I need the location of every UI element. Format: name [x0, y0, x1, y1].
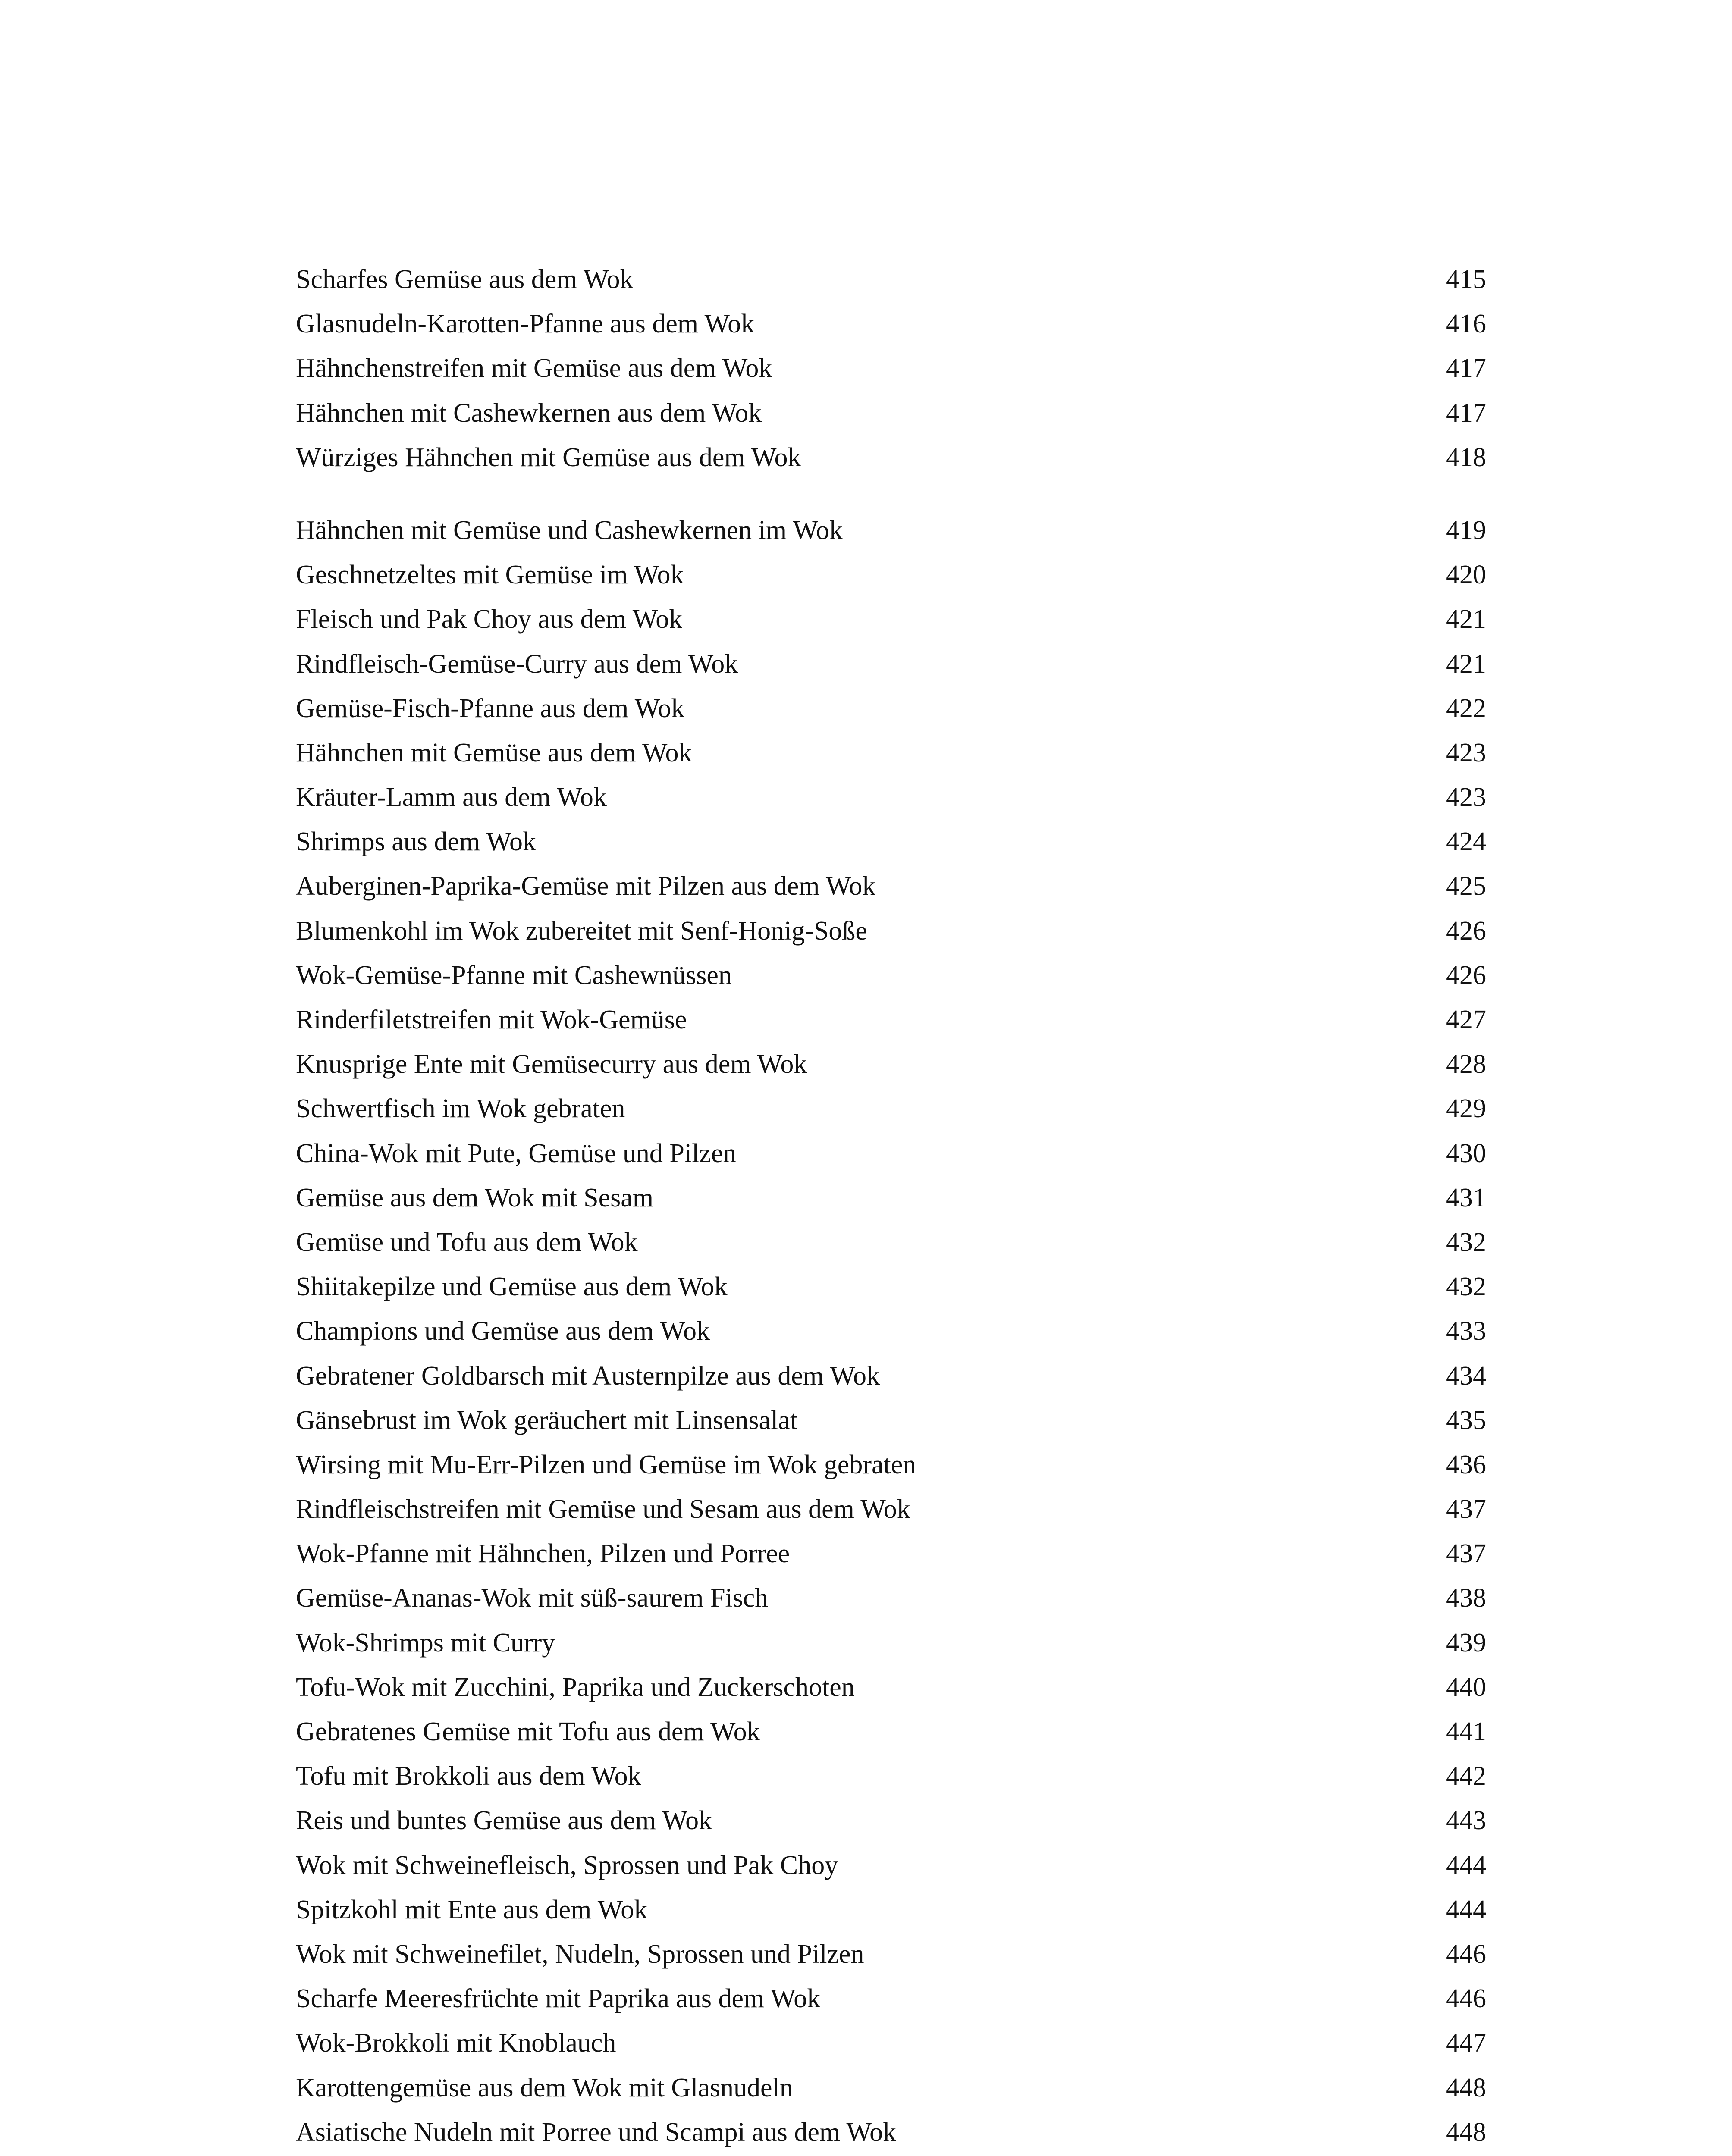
- toc-entry-page: 426: [1446, 960, 1486, 990]
- toc-entry-title: Spitzkohl mit Ente aus dem Wok: [296, 1895, 648, 1924]
- toc-entry-page: 423: [1446, 738, 1486, 768]
- toc-entry-page: 426: [1446, 916, 1486, 946]
- toc-entry-page: 442: [1446, 1761, 1486, 1791]
- toc-entry-page: 417: [1446, 398, 1486, 428]
- toc-entry-title: Würziges Hähnchen mit Gemüse aus dem Wok: [296, 442, 801, 472]
- toc-entry-title: Wirsing mit Mu-Err-Pilzen und Gemüse im Wok gebraten: [296, 1450, 916, 1479]
- toc-entry: [296, 1220, 1486, 1265]
- toc-entry-page: 420: [1446, 560, 1486, 590]
- toc-entry-title: Gemüse und Tofu aus dem Wok: [296, 1227, 638, 1257]
- toc-entry-page: 447: [1446, 2028, 1486, 2058]
- toc-entry-page: 416: [1446, 309, 1486, 339]
- toc-entry-title: Blumenkohl im Wok zubereitet mit Senf-Honig-Soße: [296, 916, 867, 946]
- toc-entry: [296, 436, 1486, 480]
- toc-entry-page: 430: [1446, 1138, 1486, 1168]
- toc-entry-title: Wok-Pfanne mit Hähnchen, Pilzen und Porree: [296, 1539, 790, 1569]
- toc-entry-title: China-Wok mit Pute, Gemüse und Pilzen: [296, 1138, 737, 1168]
- toc-entry-title: Hähnchen mit Cashewkernen aus dem Wok: [296, 398, 762, 428]
- toc-entry-page: 444: [1446, 1850, 1486, 1880]
- toc-entry-page: 415: [1446, 265, 1486, 294]
- toc-entry-page: 422: [1446, 693, 1486, 723]
- toc-entry: [296, 1176, 1486, 1220]
- toc-entry-title: Shrimps aus dem Wok: [296, 827, 537, 857]
- toc-entry: [296, 597, 1486, 642]
- toc-entry: [296, 686, 1486, 731]
- toc-entry: [296, 1621, 1486, 1665]
- toc-entry-page: 435: [1446, 1405, 1486, 1435]
- toc-entry: [296, 1710, 1486, 1754]
- toc-entry-title: Fleisch und Pak Choy aus dem Wok: [296, 605, 683, 634]
- toc-entry-title: Hähnchenstreifen mit Gemüse aus dem Wok: [296, 354, 772, 383]
- toc-entry-page: 441: [1446, 1717, 1486, 1746]
- toc-entry: [296, 302, 1486, 346]
- toc-entry: [296, 642, 1486, 686]
- toc-entry: [296, 953, 1486, 998]
- toc-entry-page: 446: [1446, 1984, 1486, 2014]
- toc-entry-title: Shiitakepilze und Gemüse aus dem Wok: [296, 1272, 728, 1302]
- toc-entry-page: 440: [1446, 1672, 1486, 1702]
- toc-entry: [296, 1265, 1486, 1309]
- toc-entry-title: Asiatische Nudeln mit Porree und Scampi aus dem Wok: [296, 2117, 897, 2147]
- toc-entry-title: Auberginen-Paprika-Gemüse mit Pilzen aus dem Wok: [296, 871, 876, 901]
- toc-entry-title: Hähnchen mit Gemüse und Cashewkernen im Wok: [296, 515, 843, 545]
- toc-entry-page: 432: [1446, 1272, 1486, 1302]
- toc-entry-title: Champions und Gemüse aus dem Wok: [296, 1316, 710, 1346]
- toc-entry-page: 434: [1446, 1361, 1486, 1391]
- toc-entry: [296, 1532, 1486, 1576]
- toc-entry-page: 433: [1446, 1316, 1486, 1346]
- toc-entry-page: 431: [1446, 1183, 1486, 1213]
- toc-group: [296, 508, 1486, 2156]
- toc-entry: [296, 1087, 1486, 1131]
- toc-entry-title: Wok-Gemüse-Pfanne mit Cashewnüssen: [296, 960, 732, 990]
- toc-entry-title: Scharfe Meeresfrüchte mit Paprika aus dem Wok: [296, 1984, 821, 2014]
- toc-entry: [296, 1843, 1486, 1888]
- toc-entry-page: 437: [1446, 1495, 1486, 1524]
- toc-entry: [296, 1754, 1486, 1799]
- toc-entry: [296, 909, 1486, 953]
- toc-entry-title: Geschnetzeltes mit Gemüse im Wok: [296, 560, 684, 590]
- toc-entry: [296, 1576, 1486, 1620]
- toc-entry: [296, 2021, 1486, 2065]
- toc-entry: [296, 1665, 1486, 1710]
- toc-entry-page: 443: [1446, 1806, 1486, 1836]
- toc-entry-title: Glasnudeln-Karotten-Pfanne aus dem Wok: [296, 309, 755, 339]
- toc-entry: [296, 2066, 1486, 2110]
- toc-entry-title: Gebratenes Gemüse mit Tofu aus dem Wok: [296, 1717, 760, 1746]
- toc-entry-title: Gemüse aus dem Wok mit Sesam: [296, 1183, 654, 1213]
- toc-entry: [296, 731, 1486, 775]
- toc-entry-page: 429: [1446, 1094, 1486, 1124]
- toc-entry-page: 448: [1446, 2073, 1486, 2103]
- toc-entry: [296, 257, 1486, 302]
- toc-entry-title: Tofu mit Brokkoli aus dem Wok: [296, 1761, 641, 1791]
- toc-entry-title: Wok-Brokkoli mit Knoblauch: [296, 2028, 616, 2058]
- toc-entry-title: Tofu-Wok mit Zucchini, Paprika und Zuckerschoten: [296, 1672, 855, 1702]
- toc-entry-title: Gemüse-Fisch-Pfanne aus dem Wok: [296, 693, 685, 723]
- toc-entry: [296, 1487, 1486, 1532]
- toc-entry-page: 425: [1446, 871, 1486, 901]
- toc-entry-title: Kräuter-Lamm aus dem Wok: [296, 783, 607, 812]
- toc-entry-page: 424: [1446, 827, 1486, 857]
- toc-entry-page: 421: [1446, 605, 1486, 634]
- toc-entry: [296, 1131, 1486, 1176]
- toc-entry-page: 428: [1446, 1050, 1486, 1079]
- toc-entry-title: Rindfleisch-Gemüse-Curry aus dem Wok: [296, 649, 738, 679]
- toc-entry: [296, 1443, 1486, 1487]
- toc-entry-page: 444: [1446, 1895, 1486, 1924]
- toc-entry: [296, 1888, 1486, 1932]
- table-of-contents: [296, 257, 1486, 2156]
- toc-entry: [296, 1799, 1486, 1843]
- toc-entry-title: Karottengemüse aus dem Wok mit Glasnudeln: [296, 2073, 793, 2103]
- toc-entry-page: 418: [1446, 442, 1486, 472]
- toc-entry: [296, 2110, 1486, 2155]
- toc-entry-page: 432: [1446, 1227, 1486, 1257]
- toc-entry: [296, 1977, 1486, 2021]
- toc-entry: [296, 1309, 1486, 1354]
- toc-entry: [296, 864, 1486, 909]
- toc-entry-page: 439: [1446, 1628, 1486, 1658]
- toc-entry-title: Gänsebrust im Wok geräuchert mit Linsensalat: [296, 1405, 797, 1435]
- toc-entry: [296, 553, 1486, 597]
- toc-entry-page: 427: [1446, 1005, 1486, 1034]
- toc-entry: [296, 775, 1486, 820]
- toc-entry-title: Rinderfiletstreifen mit Wok-Gemüse: [296, 1005, 687, 1034]
- toc-entry-page: 438: [1446, 1583, 1486, 1613]
- toc-entry-title: Reis und buntes Gemüse aus dem Wok: [296, 1806, 712, 1836]
- toc-entry: [296, 346, 1486, 391]
- toc-entry-title: Schwertfisch im Wok gebraten: [296, 1094, 625, 1124]
- toc-group: [296, 257, 1486, 480]
- toc-entry: [296, 1398, 1486, 1443]
- toc-entry-title: Knusprige Ente mit Gemüsecurry aus dem Wok: [296, 1050, 807, 1079]
- toc-entry-page: 448: [1446, 2117, 1486, 2147]
- toc-entry-title: Gebratener Goldbarsch mit Austernpilze aus dem Wok: [296, 1361, 880, 1391]
- toc-entry-page: 419: [1446, 515, 1486, 545]
- toc-entry-page: 437: [1446, 1539, 1486, 1569]
- toc-entry-title: Rindfleischstreifen mit Gemüse und Sesam aus dem Wok: [296, 1495, 910, 1524]
- toc-entry: [296, 508, 1486, 553]
- toc-entry-title: Gemüse-Ananas-Wok mit süß-saurem Fisch: [296, 1583, 769, 1613]
- toc-entry-page: 421: [1446, 649, 1486, 679]
- toc-entry-title: Wok-Shrimps mit Curry: [296, 1628, 555, 1658]
- toc-entry: [296, 1932, 1486, 1977]
- toc-entry-title: Wok mit Schweinefilet, Nudeln, Sprossen und Pilzen: [296, 1939, 864, 1969]
- toc-entry-page: 417: [1446, 354, 1486, 383]
- toc-entry: [296, 998, 1486, 1042]
- toc-entry: [296, 1042, 1486, 1087]
- toc-entry-page: 423: [1446, 783, 1486, 812]
- toc-entry-page: 436: [1446, 1450, 1486, 1479]
- toc-entry-title: Scharfes Gemüse aus dem Wok: [296, 265, 634, 294]
- toc-entry: [296, 1354, 1486, 1398]
- toc-entry-title: Wok mit Schweinefleisch, Sprossen und Pak Choy: [296, 1850, 838, 1880]
- toc-entry-title: Hähnchen mit Gemüse aus dem Wok: [296, 738, 692, 768]
- toc-entry-page: 446: [1446, 1939, 1486, 1969]
- toc-entry: [296, 820, 1486, 864]
- toc-entry: [296, 391, 1486, 436]
